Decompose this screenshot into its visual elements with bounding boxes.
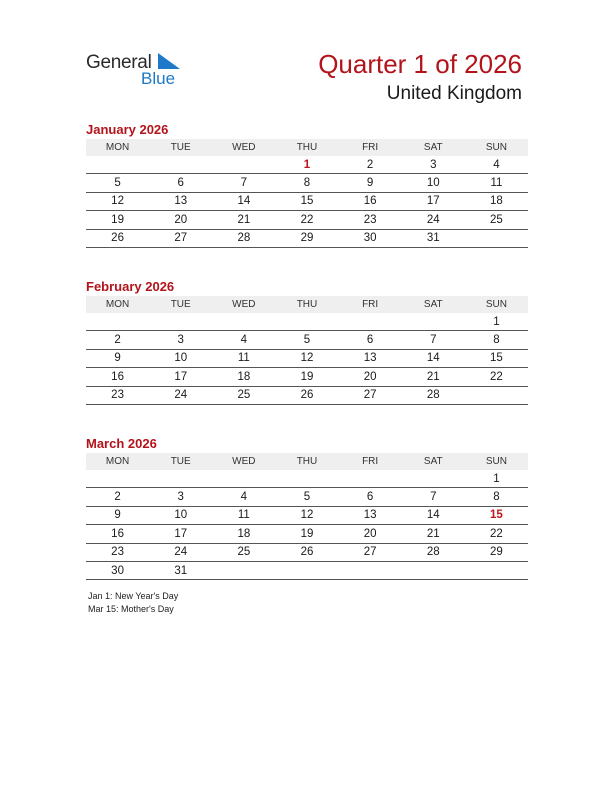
- weekday-label: FRI: [339, 453, 402, 470]
- week-row: [86, 506, 528, 524]
- calendar-grid: [86, 296, 528, 405]
- day-cell: 11: [465, 174, 528, 192]
- week-row: [86, 349, 528, 367]
- weekday-label: SAT: [402, 453, 465, 470]
- day-cell: 9: [86, 349, 149, 367]
- day-cell: 6: [339, 488, 402, 506]
- day-cell: 25: [465, 211, 528, 229]
- day-cell: [465, 229, 528, 247]
- day-cell: 18: [465, 192, 528, 210]
- week-row: [86, 368, 528, 386]
- day-cell: [339, 561, 402, 579]
- month-january: [86, 121, 528, 248]
- day-cell: 27: [339, 386, 402, 404]
- logo-flag-icon: [158, 53, 180, 69]
- day-cell: [86, 156, 149, 174]
- day-cell: [339, 313, 402, 331]
- weekday-header-row: [86, 453, 528, 470]
- day-cell: [465, 561, 528, 579]
- day-cell: 9: [86, 506, 149, 524]
- month-february: [86, 278, 528, 405]
- day-cell: 25: [212, 543, 275, 561]
- day-cell: 9: [339, 174, 402, 192]
- week-row: [86, 488, 528, 506]
- day-cell: 7: [402, 331, 465, 349]
- day-cell: 18: [212, 525, 275, 543]
- weekday-label: TUE: [149, 139, 212, 156]
- day-cell: 17: [149, 525, 212, 543]
- day-cell: 7: [212, 174, 275, 192]
- day-cell: 23: [86, 543, 149, 561]
- month-march: [86, 435, 528, 580]
- day-cell: [212, 313, 275, 331]
- day-cell: [339, 470, 402, 488]
- day-cell: [212, 156, 275, 174]
- day-cell: 15: [465, 349, 528, 367]
- generalblue-logo: [86, 50, 186, 90]
- weekday-label: WED: [212, 139, 275, 156]
- day-cell: 19: [275, 525, 338, 543]
- day-cell: [212, 470, 275, 488]
- weekday-label: MON: [86, 139, 149, 156]
- day-cell: 26: [86, 229, 149, 247]
- week-row: [86, 211, 528, 229]
- day-cell: 24: [149, 386, 212, 404]
- weekday-label: WED: [212, 296, 275, 313]
- holiday-note: Jan 1: New Year's Day: [88, 591, 179, 601]
- day-cell: 8: [465, 488, 528, 506]
- day-cell: 19: [86, 211, 149, 229]
- day-cell: 2: [86, 488, 149, 506]
- day-cell: 29: [465, 543, 528, 561]
- calendar-grid: [86, 453, 528, 580]
- day-cell: 24: [149, 543, 212, 561]
- day-cell: 31: [149, 561, 212, 579]
- week-row: [86, 331, 528, 349]
- day-cell: 21: [402, 368, 465, 386]
- day-cell: 5: [275, 331, 338, 349]
- day-cell: 17: [402, 192, 465, 210]
- day-cell: 3: [149, 488, 212, 506]
- day-cell: 23: [86, 386, 149, 404]
- day-cell: 14: [402, 349, 465, 367]
- day-cell: 31: [402, 229, 465, 247]
- weekday-label: SUN: [465, 139, 528, 156]
- day-cell: 15: [275, 192, 338, 210]
- week-row: [86, 543, 528, 561]
- day-cell: 11: [212, 349, 275, 367]
- month-title: January 2026: [86, 122, 169, 137]
- day-cell: 10: [149, 506, 212, 524]
- day-cell: 22: [275, 211, 338, 229]
- day-cell: 15: [465, 506, 528, 524]
- day-cell: 30: [86, 561, 149, 579]
- day-cell: [275, 313, 338, 331]
- week-row: [86, 192, 528, 210]
- day-cell: 21: [402, 525, 465, 543]
- day-cell: 26: [275, 386, 338, 404]
- day-cell: 12: [275, 506, 338, 524]
- day-cell: 4: [212, 331, 275, 349]
- weekday-label: SAT: [402, 139, 465, 156]
- weekday-label: THU: [275, 453, 338, 470]
- weekday-label: SUN: [465, 453, 528, 470]
- day-cell: 25: [212, 386, 275, 404]
- day-cell: 4: [465, 156, 528, 174]
- day-cell: 28: [212, 229, 275, 247]
- day-cell: 11: [212, 506, 275, 524]
- day-cell: 14: [402, 506, 465, 524]
- day-cell: 10: [149, 349, 212, 367]
- holiday-note: Mar 15: Mother's Day: [88, 604, 174, 614]
- day-cell: 30: [339, 229, 402, 247]
- weekday-label: MON: [86, 296, 149, 313]
- day-cell: 24: [402, 211, 465, 229]
- day-cell: 2: [86, 331, 149, 349]
- day-cell: 22: [465, 368, 528, 386]
- weekday-label: THU: [275, 139, 338, 156]
- day-cell: 13: [339, 506, 402, 524]
- weekday-label: THU: [275, 296, 338, 313]
- logo-text-blue: Blue: [141, 69, 176, 88]
- day-cell: 22: [465, 525, 528, 543]
- day-cell: 28: [402, 386, 465, 404]
- logo-text-general: General: [86, 52, 152, 73]
- weekday-label: MON: [86, 453, 149, 470]
- day-cell: 20: [149, 211, 212, 229]
- month-title: March 2026: [86, 436, 157, 451]
- day-cell: 17: [149, 368, 212, 386]
- day-cell: 13: [149, 192, 212, 210]
- day-cell: 8: [275, 174, 338, 192]
- day-cell: [402, 561, 465, 579]
- weekday-label: SAT: [402, 296, 465, 313]
- day-cell: 6: [339, 331, 402, 349]
- week-row: [86, 313, 528, 331]
- day-cell: 10: [402, 174, 465, 192]
- day-cell: 6: [149, 174, 212, 192]
- day-cell: 14: [212, 192, 275, 210]
- day-cell: 27: [339, 543, 402, 561]
- day-cell: [212, 561, 275, 579]
- day-cell: 1: [275, 156, 338, 174]
- week-row: [86, 561, 528, 579]
- holiday-notes: [88, 590, 178, 616]
- day-cell: [86, 313, 149, 331]
- weekday-header-row: [86, 139, 528, 156]
- day-cell: 16: [86, 525, 149, 543]
- page-title: Quarter 1 of 2026: [318, 49, 522, 79]
- day-cell: [149, 156, 212, 174]
- day-cell: 23: [339, 211, 402, 229]
- week-row: [86, 525, 528, 543]
- week-row: [86, 229, 528, 247]
- calendar-grid: [86, 139, 528, 248]
- day-cell: 2: [339, 156, 402, 174]
- day-cell: 26: [275, 543, 338, 561]
- weekday-label: TUE: [149, 296, 212, 313]
- country-name: United Kingdom: [386, 83, 522, 104]
- day-cell: 5: [275, 488, 338, 506]
- week-row: [86, 174, 528, 192]
- week-row: [86, 156, 528, 174]
- day-cell: [402, 313, 465, 331]
- weekday-label: FRI: [339, 296, 402, 313]
- weekday-label: WED: [212, 453, 275, 470]
- day-cell: [275, 470, 338, 488]
- day-cell: 21: [212, 211, 275, 229]
- day-cell: 5: [86, 174, 149, 192]
- day-cell: 12: [86, 192, 149, 210]
- day-cell: 7: [402, 488, 465, 506]
- day-cell: [149, 470, 212, 488]
- day-cell: 8: [465, 331, 528, 349]
- day-cell: 18: [212, 368, 275, 386]
- day-cell: 13: [339, 349, 402, 367]
- day-cell: 16: [86, 368, 149, 386]
- day-cell: 28: [402, 543, 465, 561]
- day-cell: 1: [465, 470, 528, 488]
- day-cell: 1: [465, 313, 528, 331]
- day-cell: 19: [275, 368, 338, 386]
- day-cell: [275, 561, 338, 579]
- day-cell: [149, 313, 212, 331]
- day-cell: 4: [212, 488, 275, 506]
- day-cell: 29: [275, 229, 338, 247]
- day-cell: [465, 386, 528, 404]
- day-cell: [402, 470, 465, 488]
- day-cell: [86, 470, 149, 488]
- day-cell: 27: [149, 229, 212, 247]
- day-cell: 16: [339, 192, 402, 210]
- weekday-label: SUN: [465, 296, 528, 313]
- day-cell: 20: [339, 368, 402, 386]
- weekday-header-row: [86, 296, 528, 313]
- week-row: [86, 386, 528, 404]
- day-cell: 3: [402, 156, 465, 174]
- weekday-label: TUE: [149, 453, 212, 470]
- day-cell: 20: [339, 525, 402, 543]
- day-cell: 12: [275, 349, 338, 367]
- day-cell: 3: [149, 331, 212, 349]
- weekday-label: FRI: [339, 139, 402, 156]
- week-row: [86, 470, 528, 488]
- month-title: February 2026: [86, 279, 175, 294]
